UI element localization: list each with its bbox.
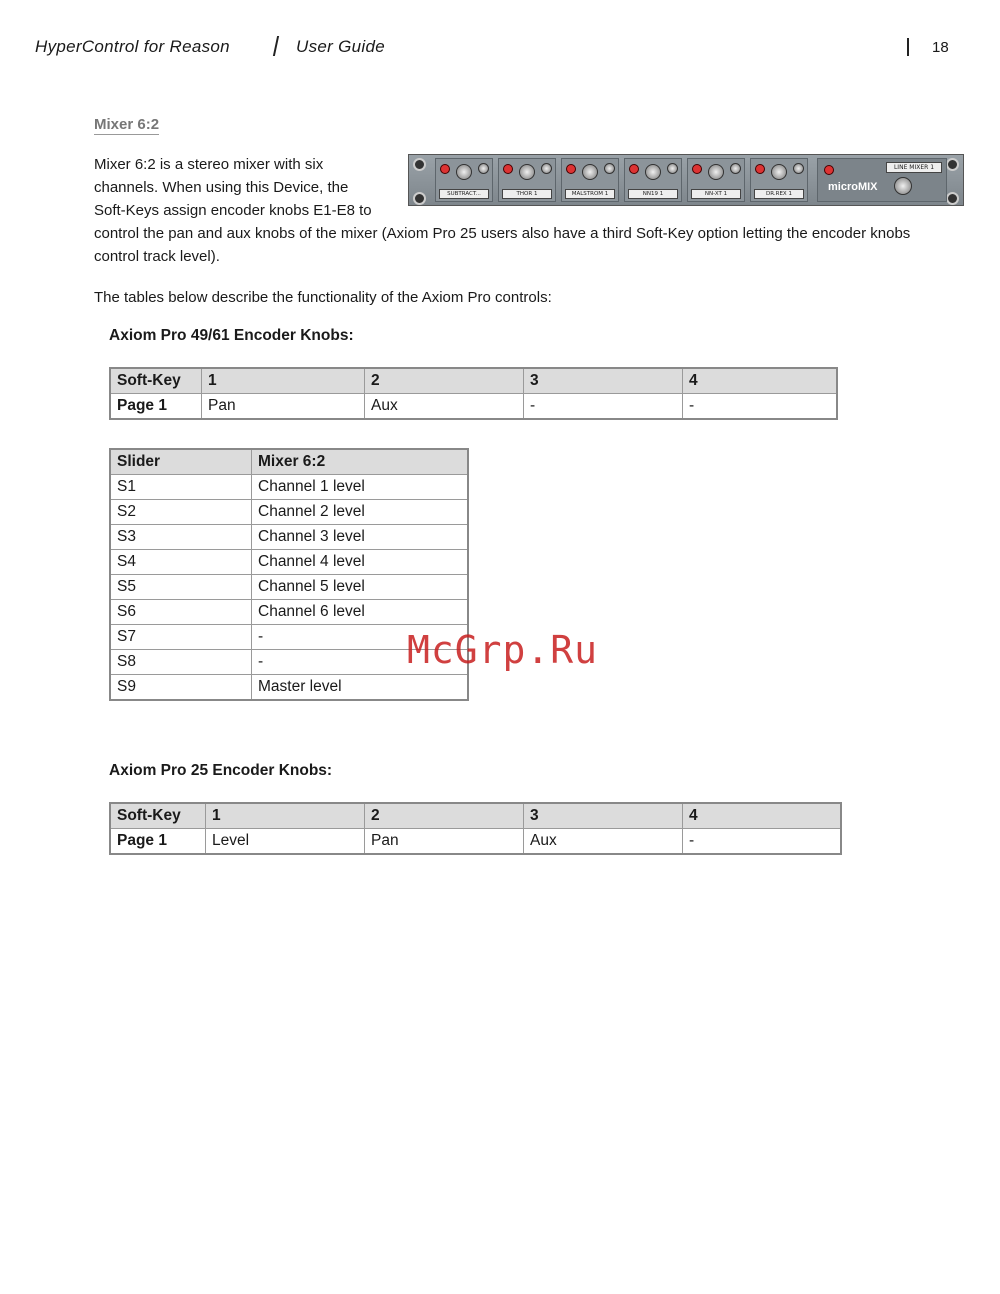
table-header-cell: Mixer 6:2 [252, 449, 469, 475]
document-subtitle: User Guide [296, 37, 385, 56]
table-cell: Aux [524, 829, 683, 855]
table3-heading: Axiom Pro 25 Encoder Knobs: [109, 762, 333, 779]
mixer-channel-strip [624, 158, 682, 202]
table-header-cell: 2 [365, 803, 524, 829]
device-logo: microMIX [828, 181, 878, 193]
table-cell: Level [206, 829, 365, 855]
table-cell: - [252, 625, 469, 650]
page-number: 18 [932, 39, 949, 56]
channel-label: MALSTROM 1 [565, 189, 615, 199]
table-header-row [110, 803, 841, 829]
encoder-knobs-table-49-61 [109, 367, 838, 420]
level-knob-icon [519, 164, 535, 180]
table-cell: Channel 6 level [252, 600, 469, 625]
table1-heading: Axiom Pro 49/61 Encoder Knobs: [109, 327, 354, 344]
aux-return-knob-icon [824, 165, 834, 175]
table-cell: Channel 2 level [252, 500, 469, 525]
table-row [110, 475, 468, 500]
channel-label: NN-XT 1 [691, 189, 741, 199]
section-title: Mixer 6:2 [94, 116, 160, 133]
table-row [110, 829, 841, 855]
table-cell: Pan [365, 829, 524, 855]
mixer-master-section [817, 158, 947, 202]
pan-knob-icon [793, 163, 804, 174]
table-cell: S4 [110, 550, 252, 575]
table-row [110, 500, 468, 525]
pan-knob-icon [541, 163, 552, 174]
intro-line-5: control track level). [94, 248, 220, 265]
table-cell: Channel 5 level [252, 575, 469, 600]
table-row [110, 525, 468, 550]
rack-screw-icon [413, 192, 426, 205]
pan-knob-icon [730, 163, 741, 174]
table-cell: S6 [110, 600, 252, 625]
level-knob-icon [708, 164, 724, 180]
aux-knob-icon [629, 164, 639, 174]
intro-line-3: Soft-Keys assign encoder knobs E1-E8 to [94, 202, 372, 219]
table-cell: Channel 4 level [252, 550, 469, 575]
mixer-device-image [408, 154, 964, 206]
table-cell: - [252, 650, 469, 675]
aux-knob-icon [440, 164, 450, 174]
intro-line-4: control the pan and aux knobs of the mixer (Axiom Pro 25 users also have a third Soft-Key option letting the encoder knobs [94, 225, 911, 242]
table-header-cell: 1 [202, 368, 365, 394]
channel-label: NN19 1 [628, 189, 678, 199]
table-header-cell: 3 [524, 368, 683, 394]
level-knob-icon [456, 164, 472, 180]
tables-intro: The tables below describe the functionality of the Axiom Pro controls: [94, 289, 552, 306]
table-cell: S3 [110, 525, 252, 550]
table-header-cell: 2 [365, 368, 524, 394]
rack-screw-icon [946, 192, 959, 205]
table-cell: - [683, 829, 842, 855]
table-header-cell: Soft-Key [110, 803, 206, 829]
level-knob-icon [582, 164, 598, 180]
channel-label: DR.REX 1 [754, 189, 804, 199]
pan-knob-icon [478, 163, 489, 174]
mixer-channel-strip [435, 158, 493, 202]
table-row-header: Page 1 [110, 394, 202, 420]
table-cell: Aux [365, 394, 524, 420]
table-header-cell: 4 [683, 368, 838, 394]
channel-label: SUBTRACT... [439, 189, 489, 199]
aux-knob-icon [755, 164, 765, 174]
table-header-cell: Slider [110, 449, 252, 475]
level-knob-icon [645, 164, 661, 180]
table-header-cell: Soft-Key [110, 368, 202, 394]
table-cell: - [683, 394, 838, 420]
table-header-row [110, 449, 468, 475]
mixer-channel-strip [498, 158, 556, 202]
level-knob-icon [771, 164, 787, 180]
mixer-channel-strip [561, 158, 619, 202]
encoder-knobs-table-25 [109, 802, 842, 855]
aux-knob-icon [503, 164, 513, 174]
table-cell: Pan [202, 394, 365, 420]
table-row [110, 675, 468, 701]
mixer-channel-strip [750, 158, 808, 202]
device-name-label: LINE MIXER 1 [886, 162, 942, 173]
table-cell: S1 [110, 475, 252, 500]
page-number-divider [907, 38, 909, 56]
channel-label: THOR 1 [502, 189, 552, 199]
mixer-channel-strip [687, 158, 745, 202]
document-title: HyperControl for Reason [35, 37, 230, 56]
table-cell: S7 [110, 625, 252, 650]
table-header-cell: 3 [524, 803, 683, 829]
table-cell: S2 [110, 500, 252, 525]
table-cell: S5 [110, 575, 252, 600]
table-row [110, 600, 468, 625]
pan-knob-icon [667, 163, 678, 174]
table-cell: - [524, 394, 683, 420]
table-cell: Channel 3 level [252, 525, 469, 550]
table-row-header: Page 1 [110, 829, 206, 855]
table-header-cell: 4 [683, 803, 842, 829]
intro-line-2: channels. When using this Device, the [94, 179, 349, 196]
table-row [110, 550, 468, 575]
table-header-cell: 1 [206, 803, 365, 829]
pan-knob-icon [604, 163, 615, 174]
header-divider [273, 36, 279, 56]
table-cell: Channel 1 level [252, 475, 469, 500]
master-knob-icon [894, 177, 912, 195]
table-header-row [110, 368, 837, 394]
intro-line-1: Mixer 6:2 is a stereo mixer with six [94, 156, 324, 173]
aux-knob-icon [692, 164, 702, 174]
table-row [110, 575, 468, 600]
table-cell: S8 [110, 650, 252, 675]
table-cell: S9 [110, 675, 252, 701]
aux-knob-icon [566, 164, 576, 174]
table-cell: Master level [252, 675, 469, 701]
watermark: McGrp.Ru [407, 628, 599, 672]
rack-screw-icon [413, 158, 426, 171]
rack-screw-icon [946, 158, 959, 171]
table-row [110, 394, 837, 420]
